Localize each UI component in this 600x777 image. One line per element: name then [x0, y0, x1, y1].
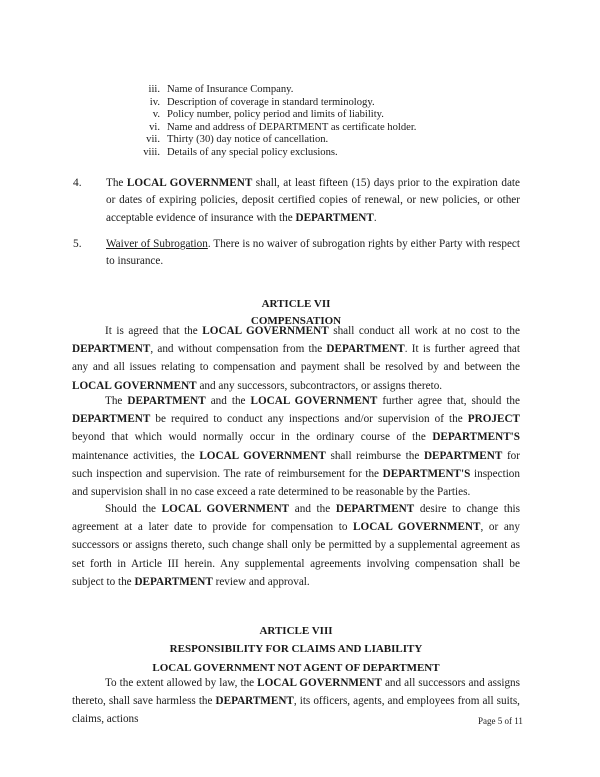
list-item-number: viii. — [143, 146, 160, 158]
text: for such inspection and supervision. The rate of reimbursement for the — [72, 449, 520, 480]
article-subtitle: COMPENSATION — [250, 315, 342, 327]
list-item-number: vi. — [149, 121, 160, 133]
section-number: 4. — [73, 177, 82, 189]
list-item-number: iv. — [149, 96, 160, 108]
section-body — [106, 175, 520, 227]
paragraph — [72, 392, 520, 501]
article-title: ARTICLE VII — [261, 298, 331, 310]
list-item-text: Description of coverage in standard terminology. — [167, 96, 375, 108]
party-name: LOCAL GOVERNMENT — [126, 177, 253, 189]
text: inspection and supervision shall in no case exceed a rate determined to be reasonable by the Parties. — [72, 467, 520, 499]
text: The — [106, 177, 127, 189]
party-name: LOCAL GOVERNMENT — [199, 449, 326, 462]
text: . It is further agreed that any and all issues relating to compensation and payment shall be resolved by and between the — [72, 343, 521, 374]
party-name: LOCAL GOVERNMENT — [250, 395, 378, 407]
list-item — [136, 109, 416, 122]
text: Should the — [105, 503, 162, 515]
text: and any successors, subcontractors, or assigns thereto. — [196, 379, 443, 392]
page-number: Page 5 of 11 — [478, 716, 523, 726]
list-item-text: Details of any special policy exclusions. — [167, 146, 338, 158]
list-item — [136, 122, 416, 135]
list-item-text: Thirty (30) day notice of cancellation. — [167, 134, 329, 146]
text: , and without compensation from the — [150, 343, 327, 356]
text: , or any successors or assigns thereto, such change shall only be permitted by a supplemental agreement as set forth in Article III herein. Any supplemental agreements involving compensation shall be subject to the — [72, 521, 520, 588]
article-subtitle: RESPONSIBILITY FOR CLAIMS AND LIABILITY — [169, 643, 423, 655]
party-name: DEPARTMENT — [295, 211, 374, 224]
party-name: DEPARTMENT — [423, 449, 503, 462]
list-item-text: Policy number, policy period and limits of liability. — [167, 109, 384, 121]
article-subtitle: LOCAL GOVERNMENT NOT AGENT OF DEPARTMENT — [152, 662, 440, 674]
party-name: DEPARTMENT — [335, 503, 415, 515]
party-name: DEPARTMENT — [72, 343, 151, 356]
list-item — [136, 147, 416, 160]
list-item-number: v. — [152, 109, 160, 121]
party-name: DEPARTMENT — [72, 413, 151, 426]
text: . There is no waiver of subrogation rights by either Party with respect to insurance. — [106, 238, 520, 268]
section-heading-underlined: Waiver of Subrogation — [106, 238, 208, 250]
party-name: LOCAL GOVERNMENT — [257, 677, 382, 689]
section-4 — [72, 175, 520, 227]
list-item — [136, 97, 416, 110]
party-name: DEPARTMENT — [134, 575, 213, 588]
text: shall, at least fifteen (15) days prior to the expiration date or dates of expiring policies, deposit certified copies of renewal, or new policies, or other acceptable evidence of insurance with the — [106, 177, 520, 224]
party-name: PROJECT — [467, 413, 520, 426]
paragraph — [72, 500, 520, 591]
party-name: LOCAL GOVERNMENT — [353, 521, 481, 534]
text: beyond that which would normally occur in the ordinary course of the — [72, 431, 433, 444]
section-number: 5. — [73, 238, 82, 250]
section-5 — [72, 236, 520, 271]
text: be required to conduct any inspections and/or supervision of the — [150, 413, 468, 426]
text: review and approval. — [212, 575, 310, 588]
list-item-number: vii. — [146, 134, 160, 146]
list-item-text: Name and address of DEPARTMENT as certificate holder. — [167, 121, 417, 133]
text: and the — [205, 395, 251, 407]
list-item-text: Name of Insurance Company. — [167, 84, 294, 95]
paragraph — [72, 322, 520, 395]
list-item-number: iii. — [148, 84, 160, 95]
party-name: DEPARTMENT — [215, 695, 294, 708]
list-item — [136, 84, 416, 97]
text: The — [105, 395, 128, 407]
party-name: DEPARTMENT — [326, 343, 405, 356]
text: , its officers, agents, and employees from all suits, claims, actions — [72, 695, 520, 726]
insurance-certificate-list — [136, 84, 416, 160]
party-name: LOCAL GOVERNMENT — [161, 503, 290, 515]
text: maintenance activities, the — [72, 449, 200, 462]
text: To the extent allowed by law, the — [105, 677, 258, 689]
text: shall reimburse the — [325, 449, 424, 462]
text: and the — [289, 503, 336, 515]
section-body — [106, 236, 520, 271]
text: desire to change this agreement at a later date to provide for compensation to — [72, 503, 520, 534]
text: and all successors and assigns thereto, shall save harmless the — [72, 677, 520, 708]
party-name: LOCAL GOVERNMENT — [202, 325, 329, 337]
party-name: DEPARTMENT'S — [432, 431, 520, 444]
text: shall conduct all work at no cost to the — [328, 325, 520, 337]
party-name: DEPARTMENT — [127, 395, 206, 407]
party-name: LOCAL GOVERNMENT — [72, 379, 197, 392]
party-name: DEPARTMENT'S — [382, 467, 471, 480]
text: It is agreed that the — [105, 325, 203, 337]
paragraph — [72, 674, 520, 729]
list-item — [136, 134, 416, 147]
text: further agree that, should the — [377, 395, 520, 407]
article-title: ARTICLE VIII — [259, 625, 333, 637]
text: . — [373, 211, 377, 224]
